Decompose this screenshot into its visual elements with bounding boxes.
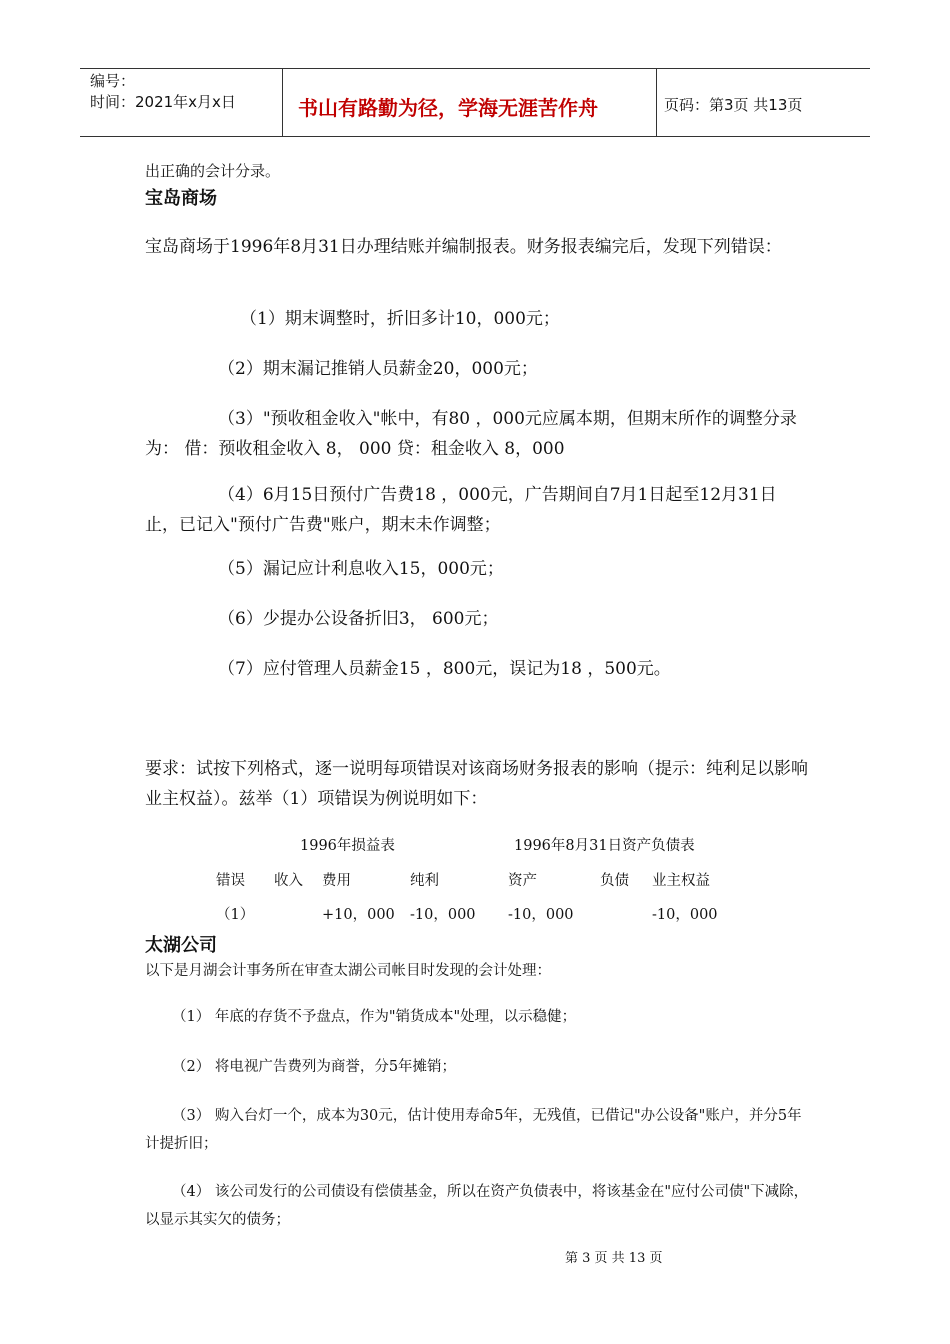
- section2-item-4: （4） 该公司发行的公司债设有偿债基金，所以在资产负债表中，将该基金在"应付公司债"下减除，以显示其实欠的债务；: [145, 1184, 809, 1228]
- table-header-net-income: 纯利: [410, 873, 439, 889]
- table-group-income: 1996年损益表: [300, 838, 395, 854]
- section2-item-3: （3） 购入台灯一个，成本为30元，估计使用寿命5年，无残值，已借记"办公设备"账户，并分5年计提折旧；: [145, 1108, 802, 1152]
- table-header-error: 错误: [216, 873, 245, 889]
- table-cell-error: （1）: [216, 907, 255, 923]
- table-cell-equity: -10，000: [652, 907, 718, 923]
- section2-title: 太湖公司: [145, 935, 217, 956]
- intro-tail: 出正确的会计分录。: [145, 162, 281, 180]
- requirement-paragraph: 要求：试按下列格式，逐一说明每项错误对该商场财务报表的影响（提示：纯利足以影响业主权益）。兹举（1）项错误为例说明如下：: [145, 759, 808, 809]
- header-bottom-rule: [80, 136, 870, 137]
- time-label: 时间：2021年x月x日: [90, 93, 236, 111]
- table-cell-expense: +10，000: [322, 907, 395, 923]
- header-divider-left: [282, 68, 283, 136]
- table-header-assets: 资产: [508, 873, 537, 889]
- page-number-label: 页码：第3页 共13页: [664, 96, 803, 114]
- footer-page-number: 第 3 页 共 13 页: [565, 1251, 663, 1266]
- header-top-rule: [80, 68, 870, 69]
- table-group-balance: 1996年8月31日资产负债表: [514, 838, 695, 854]
- table-cell-net-income: -10，000: [410, 907, 476, 923]
- error-item-1: （1）期末调整时，折旧多计10，000元；: [240, 309, 560, 329]
- section1-title: 宝岛商场: [145, 188, 217, 209]
- section2-item-2: （2） 将电视广告费列为商誉，分5年摊销；: [172, 1059, 457, 1075]
- header-motto: 书山有路勤为径，学海无涯苦作舟: [298, 96, 598, 120]
- error-item-3: （3）"预收租金收入"帐中，有80 ，000元应属本期，但期末所作的调整分录为： 借：预收租金收入 8， 000 贷：租金收入 8，000: [145, 409, 797, 459]
- table-header-revenue: 收入: [274, 873, 303, 889]
- header-divider-right: [656, 68, 657, 136]
- table-header-equity: 业主权益: [652, 873, 710, 889]
- table-cell-assets: -10，000: [508, 907, 574, 923]
- table-header-liabilities: 负债: [600, 873, 629, 889]
- code-label: 编号：: [90, 72, 136, 90]
- error-item-6: （6）少提办公设备折旧3， 600元；: [218, 609, 499, 629]
- table-header-expense: 费用: [322, 873, 351, 889]
- error-item-2: （2）期末漏记推销人员薪金20，000元；: [218, 359, 538, 379]
- section2-intro: 以下是月湖会计事务所在审查太湖公司帐目时发现的会计处理：: [145, 963, 551, 979]
- error-item-5: （5）漏记应计利息收入15，000元；: [218, 559, 504, 579]
- error-item-7: （7）应付管理人员薪金15 ，800元，误记为18 ，500元。: [218, 659, 671, 679]
- section1-paragraph: 宝岛商场于1996年8月31日办理结账并编制报表。财务报表编完后，发现下列错误：: [145, 237, 782, 257]
- section2-item-1: （1） 年底的存货不予盘点，作为"销货成本"处理，以示稳健；: [172, 1009, 577, 1025]
- error-item-4: （4）6月15日预付广告费18 ，000元，广告期间自7月1日起至12月31日止，已记入"预付广告费"账户，期末未作调整；: [145, 485, 777, 535]
